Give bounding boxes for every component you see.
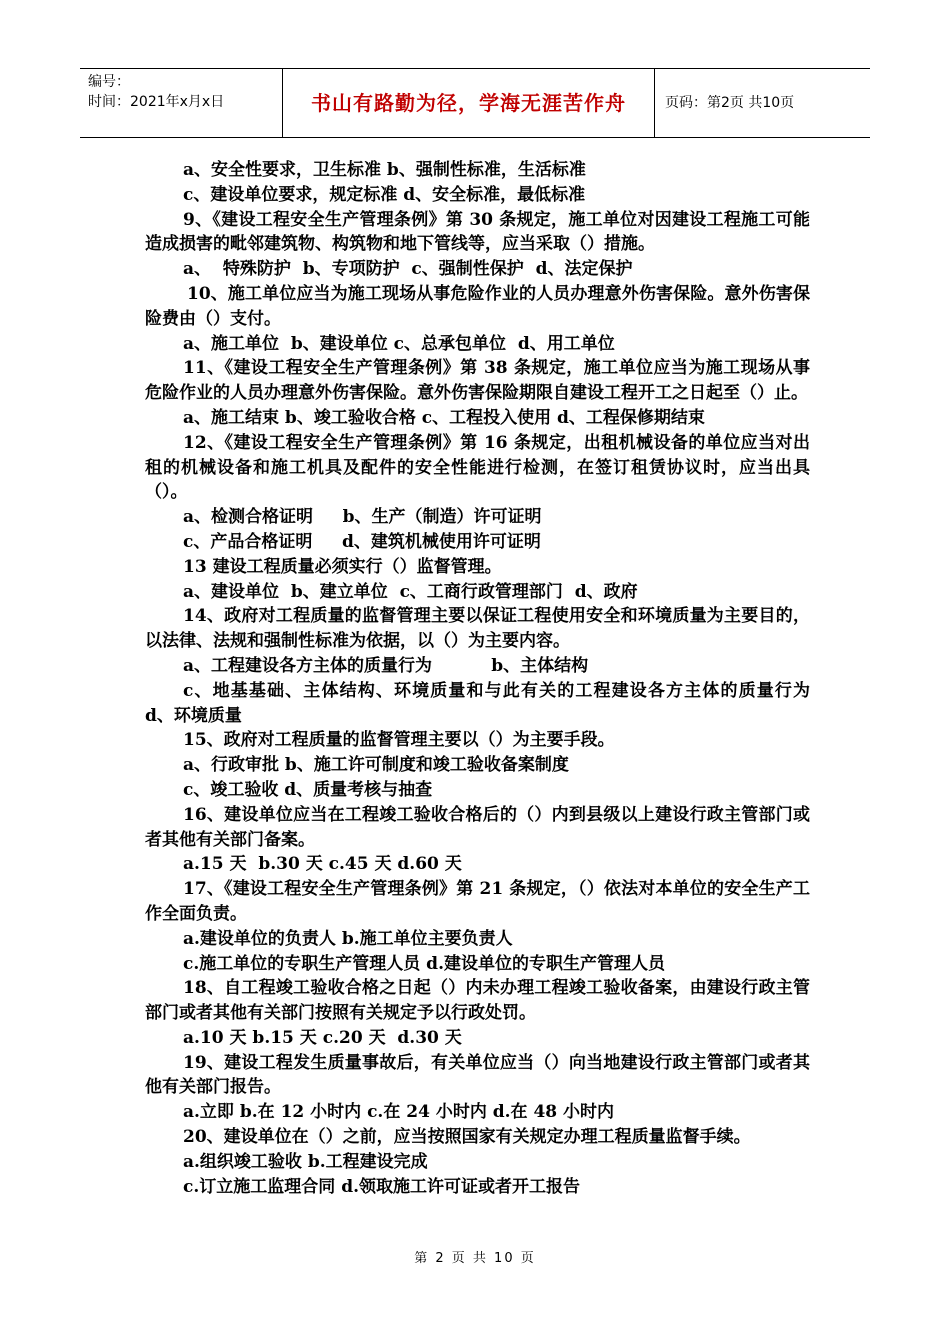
question-line: c.订立施工监理合同 d.领取施工许可证或者开工报告 bbox=[183, 1176, 580, 1197]
page-header bbox=[80, 68, 870, 138]
question-line: a.建设单位的负责人 b.施工单位主要负责人 bbox=[183, 928, 513, 949]
number-label: 编号： bbox=[88, 74, 130, 90]
question-line: 16、建设单位应当在工程竣工验收合格后的（）内到县级以上建设行政主管部门或者其他有关部门备案。 bbox=[145, 804, 810, 850]
question-line: 15、政府对工程质量的监督管理主要以（）为主要手段。 bbox=[183, 730, 615, 751]
question-line: 10、施工单位应当为施工现场从事危险作业的人员办理意外伤害保险。意外伤害保险费由（）支付。 bbox=[145, 283, 810, 329]
question-line: a、施工结束 b、竣工验收合格 c、工程投入使用 d、工程保修期结束 bbox=[183, 407, 705, 428]
question-line: a.10 天 b.15 天 c.20 天 d.30 天 bbox=[183, 1027, 462, 1048]
question-line: 11、《建设工程安全生产管理条例》第 38 条规定，施工单位应当为施工现场从事危险作业的人员办理意外伤害保险。意外伤害保险期限自建设工程开工之日起至（）止。 bbox=[145, 358, 810, 404]
question-line: a.立即 b.在 12 小时内 c.在 24 小时内 d.在 48 小时内 bbox=[183, 1102, 615, 1123]
question-line: a.15 天 b.30 天 c.45 天 d.60 天 bbox=[183, 854, 462, 875]
question-line: a、工程建设各方主体的质量行为 b、主体结构 bbox=[183, 655, 589, 676]
question-line: 19、建设工程发生质量事故后，有关单位应当（）向当地建设行政主管部门或者其他有关部门报告。 bbox=[145, 1052, 810, 1098]
question-line: c、产品合格证明 d、建筑机械使用许可证明 bbox=[183, 531, 541, 552]
date-label: 时间：2021年x月x日 bbox=[88, 94, 225, 110]
question-line: c、地基基础、主体结构、环境质量和与此有关的工程建设各方主体的质量行为 d、环境质量 bbox=[145, 680, 870, 726]
question-line: 18、自工程竣工验收合格之日起（）内未办理工程竣工验收备案，由建设行政主管部门或者其他有关部门按照有关规定予以行政处罚。 bbox=[145, 978, 810, 1024]
page-footer: 第 2 页 共 10 页 bbox=[414, 1251, 536, 1266]
question-line: a、施工单位 b、建设单位 c、总承包单位 d、用工单位 bbox=[183, 333, 615, 354]
question-line: a.组织竣工验收 b.工程建设完成 bbox=[183, 1151, 428, 1172]
question-line: c、竣工验收 d、质量考核与抽查 bbox=[183, 779, 433, 800]
question-line: a、行政审批 b、施工许可制度和竣工验收备案制度 bbox=[183, 755, 569, 776]
header-page-info: 页码：第2页 共10页 bbox=[665, 95, 795, 111]
header-motto: 书山有路勤为径，学海无涯苦作舟 bbox=[283, 69, 655, 137]
question-line: 12、《建设工程安全生产管理条例》第 16 条规定，出租机械设备的单位应当对出租的机械设备和施工机具及配件的安全性能进行检测，在签订租赁协议时，应当出具（）。 bbox=[145, 432, 810, 503]
question-line: a、安全性要求，卫生标准 b、强制性标准，生活标准 bbox=[183, 160, 586, 180]
question-line: 9、《建设工程安全生产管理条例》第 30 条规定，施工单位对因建设工程施工可能造成损害的毗邻建筑物、构筑物和地下管线等，应当采取（）措施。 bbox=[145, 209, 810, 255]
question-line: 20、建设单位在（）之前，应当按照国家有关规定办理工程质量监督手续。 bbox=[183, 1127, 751, 1148]
question-line: 13 建设工程质量必须实行（）监督管理。 bbox=[183, 556, 502, 577]
header-meta bbox=[80, 69, 283, 137]
question-line: c、建设单位要求，规定标准 d、安全标准，最低标准 bbox=[183, 184, 586, 205]
question-line: a、 特殊防护 b、专项防护 c、强制性保护 d、法定保护 bbox=[183, 259, 633, 280]
question-line: 14、政府对工程质量的监督管理主要以保证工程使用安全和环境质量为主要目的，以法律、法规和强制性标准为依据，以（）为主要内容。 bbox=[145, 606, 810, 652]
question-line: c.施工单位的专职生产管理人员 d.建设单位的专职生产管理人员 bbox=[183, 953, 665, 974]
question-line: a、检测合格证明 b、生产（制造）许可证明 bbox=[183, 507, 542, 528]
document-body bbox=[145, 158, 870, 1199]
question-line: 17、《建设工程安全生产管理条例》第 21 条规定，（）依法对本单位的安全生产工作全面负责。 bbox=[145, 879, 810, 924]
question-line: a、建设单位 b、建立单位 c、工商行政管理部门 d、政府 bbox=[183, 581, 638, 602]
